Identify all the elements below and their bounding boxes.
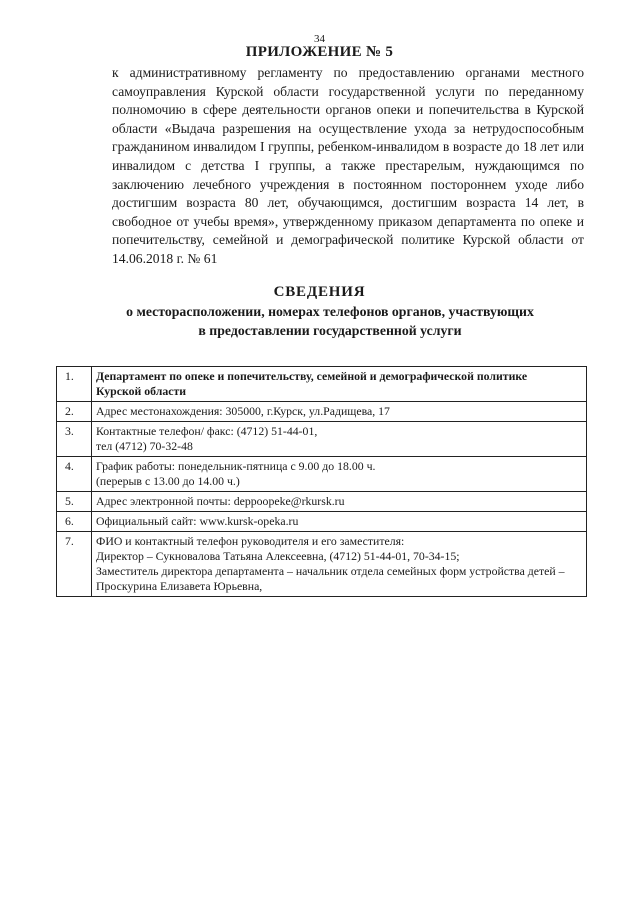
table-row (57, 402, 587, 422)
section-subtitle-line: в предоставлении государственной услуги (198, 323, 462, 338)
row-line: Адрес местонахождения: 305000, г.Курск, ул.Радищева, 17 (96, 404, 390, 418)
appendix-title: ПРИЛОЖЕНИЕ № 5 (245, 44, 394, 60)
row-number: 7. (57, 532, 92, 597)
row-content (92, 512, 587, 532)
row-line: Проскурина Елизавета Юрьевна, (96, 579, 263, 593)
table-row (57, 492, 587, 512)
table-row (57, 532, 587, 597)
row-content (92, 422, 587, 457)
row-line: Адрес электронной почты: deppoopeke@rkursk.ru (96, 494, 345, 508)
section-subtitle (60, 302, 600, 340)
table-row (57, 457, 587, 492)
row-line: График работы: понедельник-пятница с 9.00 до 18.00 ч. (96, 459, 376, 473)
row-line: ФИО и контактный телефон руководителя и его заместителя: (96, 534, 405, 548)
row-content (92, 367, 587, 402)
table-row (57, 512, 587, 532)
row-content (92, 492, 587, 512)
row-line: Заместитель директора департамента – начальник отдела семейных форм устройства детей – (96, 564, 565, 578)
section-title: СВЕДЕНИЯ (273, 284, 366, 300)
row-number: 6. (57, 512, 92, 532)
row-line: Курской области (96, 384, 187, 398)
row-line: Департамент по опеке и попечительству, семейной и демографической политике (96, 369, 528, 383)
page-number: 34 (314, 33, 325, 45)
table-row (57, 367, 587, 402)
row-line: тел (4712) 70-32-48 (96, 439, 193, 453)
row-line: Директор – Сукновалова Татьяна Алексеевна, (4712) 51-44-01, 70-34-15; (96, 549, 460, 563)
row-line: Официальный сайт: www.kursk-opeka.ru (96, 514, 299, 528)
row-number: 2. (57, 402, 92, 422)
row-number: 5. (57, 492, 92, 512)
section-subtitle-line: о месторасположении, номерах телефонов органов, участвующих (126, 304, 534, 319)
row-line: (перерыв с 13.00 до 14.00 ч.) (96, 474, 240, 488)
row-content (92, 532, 587, 597)
row-content (92, 457, 587, 492)
contact-info-table (56, 366, 587, 597)
row-number: 1. (57, 367, 92, 402)
row-number: 3. (57, 422, 92, 457)
row-line: Контактные телефон/ факс: (4712) 51-44-01, (96, 424, 318, 438)
appendix-preamble: к административному регламенту по предоставлению органами местного самоуправления Курской области государственной услуги по переданному полномочию в сфере деятельности органов опеки и попечительства в Курской области «Выдача разрешения на осуществление ухода за нетрудоспособным гражданином инвалидом I группы, ребенком-инвалидом в возрасте до 18 лет или инвалидом с детства I группы, а также престарелым, нуждающимся по заключению лечебного учреждения в постоянном постороннем уходе либо достигшим возраста 80 лет, обучающимся, достигшим возраста 14 лет, в свободное от учебы время», утвержденному приказом департамента по опеке и попечительству, семейной и демографической политике Курской области от 14.06.2018 г. № 61 (112, 65, 584, 266)
row-number: 4. (57, 457, 92, 492)
table-row (57, 422, 587, 457)
row-content (92, 402, 587, 422)
